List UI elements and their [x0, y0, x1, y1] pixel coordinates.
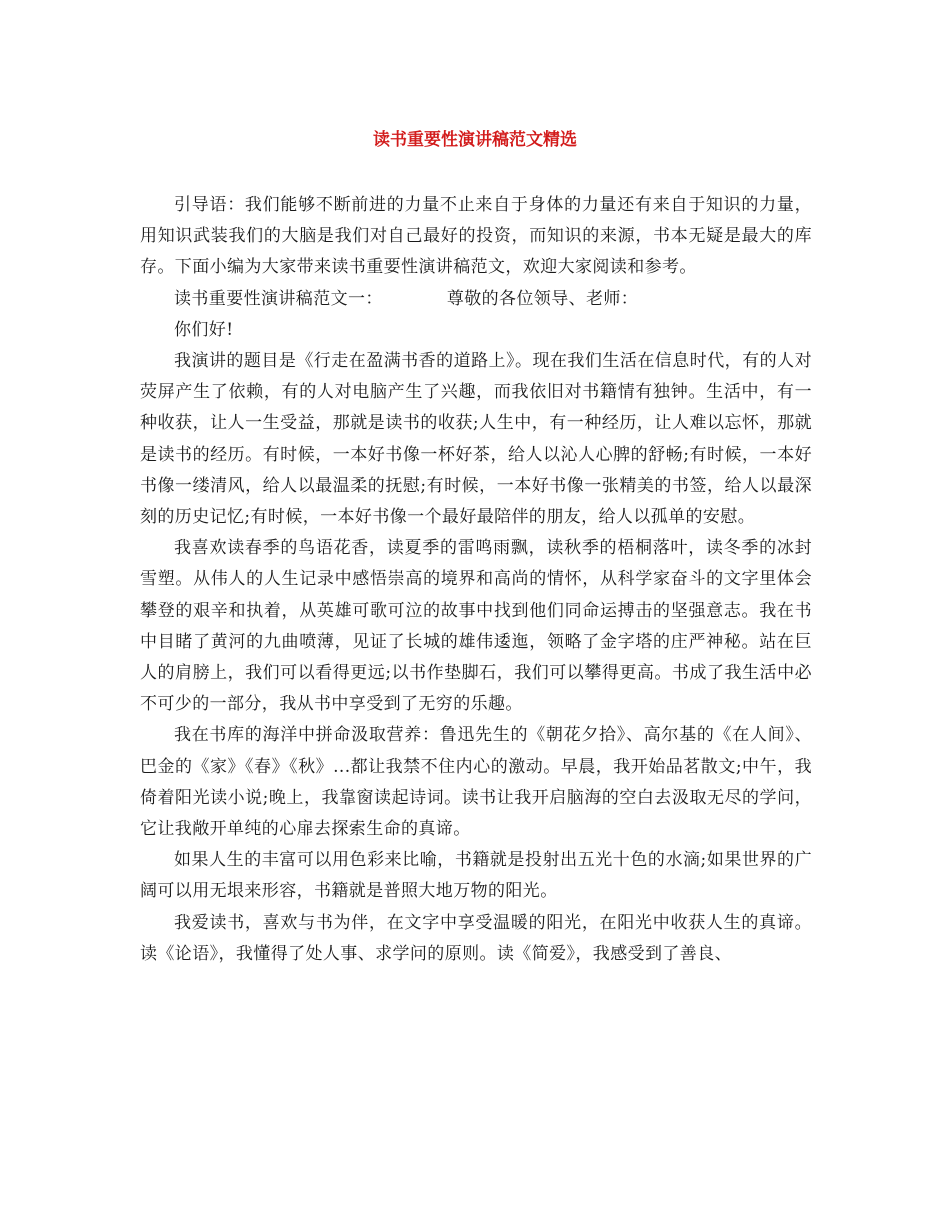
speech-heading-line: [140, 284, 812, 315]
paragraph-seasons: 我喜欢读春季的鸟语花香，读夏季的雷鸣雨飘，读秋季的梧桐落叶，读冬季的冰封雪塑。从伟人的人生记录中感悟崇高的境界和高尚的情怀，从科学家奋斗的文字里体会攀登的艰辛和执着，从英雄可歌可泣的故事中找到他们同命运搏击的坚强意志。我在书中目睹了黄河的九曲喷薄，见证了长城的雄伟逶迤，领略了金字塔的庄严神秘。站在巨人的肩膀上，我们可以看得更远;以书作垫脚石，我们可以攀得更高。书成了我生活中必不可少的一部分，我从书中享受到了无穷的乐趣。: [140, 538, 812, 715]
paragraph-hello: 你们好!: [174, 319, 234, 340]
paragraph-topic: 我演讲的题目是《行走在盈满书香的道路上》。现在我们生活在信息时代，有的人对荧屏产生了依赖，有的人对电脑产生了兴趣，而我依旧对书籍情有独钟。生活中，有一种收获，让人一生受益，那就是读书的收获;人生中，有一种经历，让人难以忘怀，那就是读书的经历。有时候，一本好书像一杯好茶，给人以沁人心脾的舒畅;有时候，一本好书像一缕清风，给人以最温柔的抚慰;有时候，一本好书像一张精美的书签，给人以最深刻的历史记忆;有时候，一本好书像一个最好最陪伴的朋友，给人以孤单的安慰。: [140, 351, 812, 528]
document-title: 读书重要性演讲稿范文精选: [373, 130, 577, 150]
paragraph-intro: 引导语：我们能够不断前进的力量不止来自于身体的力量还有来自于知识的力量，用知识武装我们的大脑是我们对自己最好的投资，而知识的来源，书本无疑是最大的库存。下面小编为大家带来读书重要性演讲稿范文，欢迎大家阅读和参考。: [140, 195, 812, 278]
paragraph-love-reading: 我爱读书，喜欢与书为伴，在文字中享受温暖的阳光，在阳光中收获人生的真谛。读《论语》，我懂得了处人事、求学问的原则。读《简爱》，我感受到了善良、: [140, 912, 812, 964]
document-body: [140, 190, 812, 970]
speech-greeting: 尊敬的各位领导、老师：: [446, 288, 639, 309]
paragraph-metaphor: 如果人生的丰富可以用色彩来比喻，书籍就是投射出五光十色的水滴;如果世界的广阔可以用无垠来形容，书籍就是普照大地万物的阳光。: [140, 850, 812, 902]
paragraph-library: 我在书库的海洋中拼命汲取营养：鲁迅先生的《朝花夕拾》、高尔基的《在人间》、巴金的《家》《春》《秋》...都让我禁不住内心的激动。早晨，我开始品茗散文;中午，我倚着阳光读小说;晚上，我靠窗读起诗词。读书让我开启脑海的空白去汲取无尽的学问，它让我敞开单纯的心扉去探索生命的真谛。: [140, 725, 812, 840]
speech-heading: 读书重要性演讲稿范文一：: [174, 288, 383, 309]
